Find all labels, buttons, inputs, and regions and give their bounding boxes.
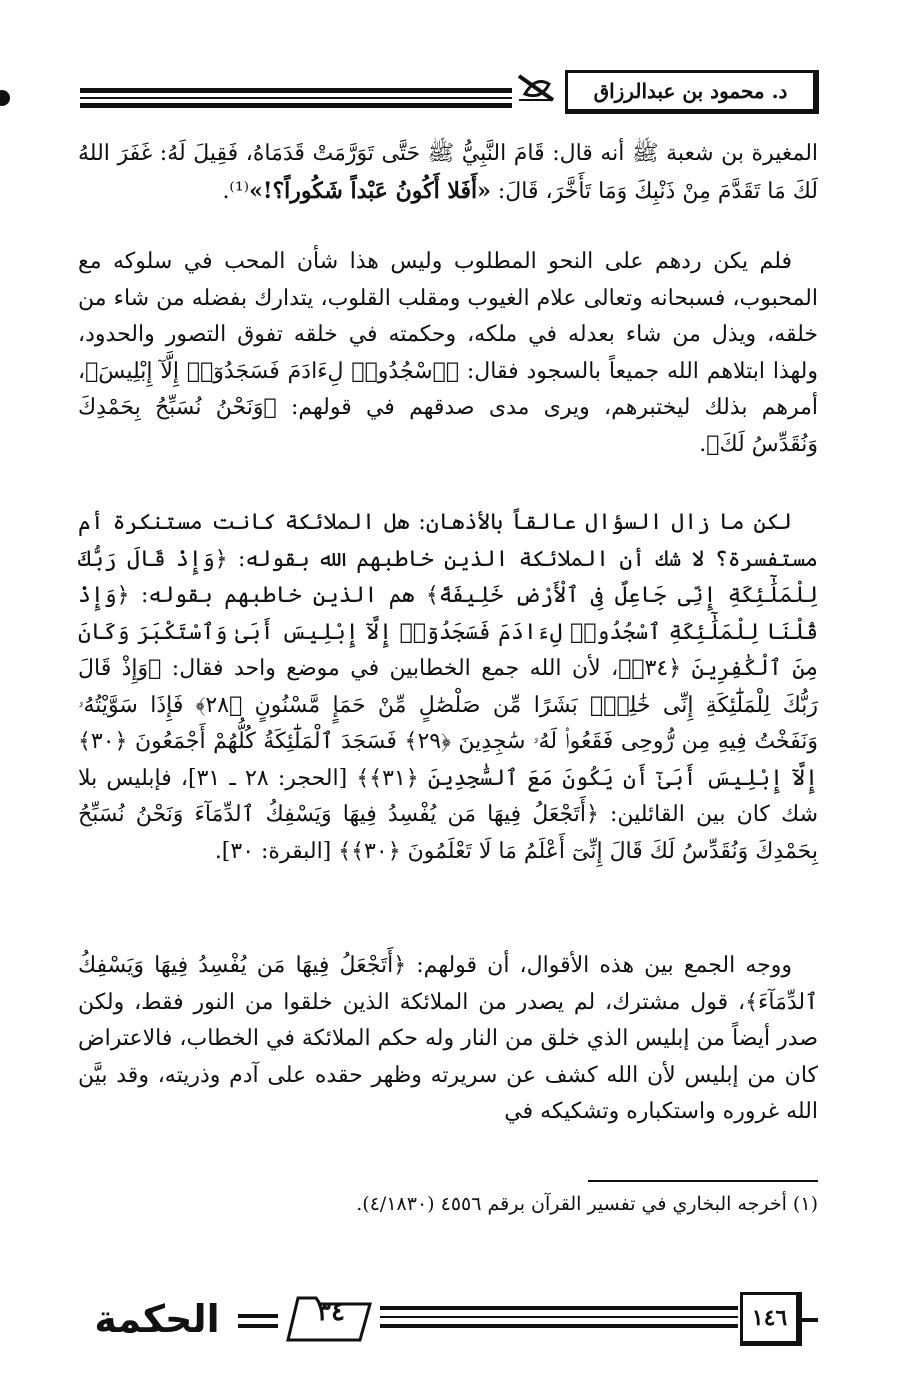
issue-number: ٣٤ [317, 1297, 345, 1327]
text-run: ووجه الجمع بين هذه الأقوال، أن قولهم: [406, 953, 792, 978]
text-run: [الحجر: ٢٨ ـ ٣١]، فإبليس بلا شك كان بين القائلين: [78, 765, 818, 827]
text-run: [البقرة: ٣٠]. [214, 838, 339, 864]
footer-rule-2 [380, 1316, 738, 1318]
quran-verse: ﴿وَنَحْنُ نُسَبِّحُ بِحَمْدِكَ وَنُقَدِّسُ لَكَ﴾ [78, 395, 818, 457]
footnote-divider [588, 1180, 818, 1182]
text-run: ، أمرهم بذلك ليختبرهم، ويرى مدى صدقهم في قولهم: [78, 358, 818, 420]
header-rule-top [80, 88, 512, 93]
footer-rule-3 [380, 1324, 738, 1328]
header-author: د. محمود بن عبدالرزاق [565, 70, 819, 114]
text-run: قَامَ النَّبِيُّ ﷺ حَتَّى تَوَرَّمَتْ قَدَمَاهُ، فَقِيلَ لَهُ: غَفَرَ اللهُ لَكَ مَا تَقَدَّمَ مِنْ ذَنْبِكَ وَمَا تَأَخَّرَ، قَالَ: [78, 141, 818, 204]
paragraph-2 [78, 244, 818, 463]
header-rule-bottom [80, 103, 512, 108]
footnote: (١) أخرجه البخاري في تفسير القرآن برقم ٤٥٥٦ (٤/١٨٣٠). [356, 1193, 818, 1215]
footer-rule-left-1 [238, 1314, 278, 1318]
footer-rule-right [800, 1318, 818, 1322]
magazine-logo: الحكمة [94, 1297, 220, 1341]
text-run: فلم يكن ردهم على النحو المطلوب وليس هذا شأن المحب في سلوكه مع المحبوب، فسبحانه وتعالى علام الغيوب ومقلب القلوب، يتدارك بفضله من شاء من خلقه، ويذل من شاء بعدله في ملكه، وحكمته في خلقه تفوق التصور والحدود، ولهذا ابتلاهم الله جميعاً بالسجود فقال: [78, 249, 819, 384]
text-run: ، قول مشترك، لم يصدر من الملائكة الذين خلقوا من النور فقط، ولكن صدر أيضاً من إبليس الذي خلق من النار وله حكم الملائكة في الخطاب، فالاعتراض كان من إبليس لأن الله كشف عن سريرته وظهر حقده على آدم وذريته، وقد بيَّن الله غروره واستكباره وتشكيكه في [78, 989, 818, 1124]
text-run: ، لأن الله جمع الخطابين في موضع واحد فقال: [161, 656, 619, 681]
paragraph-1 [78, 136, 818, 210]
paragraph-4 [78, 948, 818, 1131]
quran-verse: ﴿وَإِذْ قَالَ رَبُّكَ لِلْمَلَٰٓئِكَةِ إِنِّى جَاعِلٌ فِى ٱلْأَرْضِ خَلِيفَةً﴾ [78, 546, 818, 608]
pen-emblem-icon [515, 70, 557, 106]
footer-rule-1 [380, 1306, 738, 1310]
paragraph-3 [78, 505, 818, 870]
text-run: ⁽¹⁾. [222, 178, 250, 204]
footer-rule-left-2 [238, 1324, 278, 1328]
quran-verse: ﴿وَإِذْ قَالَ رَبُّكَ لِلْمَلَٰٓئِكَةِ إِنِّى خَٰلِقٌۢ بَشَرًا مِّن صَلْصَٰلٍ مِّنْ حَمَإٍ مَّسْنُونٍ ﴿٢٨﴾ فَإِذَا سَوَّيْتُهُۥ وَنَفَخْتُ فِيهِ مِن رُّوحِى فَقَعُوا۟ لَهُۥ سَٰجِدِينَ ﴿٢٩﴾ فَسَجَدَ ٱلْمَلَٰٓئِكَةُ كُلُّهُمْ أَجْمَعُونَ ﴿٣٠﴾ إِلَّآ إِبْلِيسَ أَبَىٰٓ أَن يَكُونَ مَعَ ٱلسَّٰجِدِينَ ﴿٣١﴾﴾ [78, 656, 819, 791]
quran-verse: ﴿وَإِذْ قُلْنَا لِلْمَلَٰٓئِكَةِ ٱسْجُدُوا۟ لِءَادَمَ فَسَجَدُوٓا۟ إِلَّآ إِبْلِيسَ أَبَىٰ وَٱسْتَكْبَرَ وَكَانَ مِنَ ٱلْكَٰفِرِينَ ﴿٣٤﴾﴾ [78, 583, 818, 681]
text-run: . [699, 431, 707, 457]
header-dot [0, 90, 10, 106]
quran-verse: ﴿أَتَجْعَلُ فِيهَا مَن يُفْسِدُ فِيهَا وَيَسْفِكُ ٱلدِّمَآءَ﴾ [78, 953, 818, 1015]
hadith-quote: «أَفَلا أَكُونُ عَبْداً شَكُوراً؟!» [249, 177, 491, 204]
text-run: لكن ما زال السؤال عالقاً بالأذهان: هل الملائكة كانت مستنكرة أم مستفسرة؟ لا شك أن الملائكة الذين خاطبهم الله بقوله: [78, 510, 818, 572]
header-rule-middle [80, 97, 512, 99]
page-number: ١٤٦ [740, 1292, 802, 1346]
quran-verse: ﴿ٱسْجُدُوا۟ لِءَادَمَ فَسَجَدُوٓا۟ إِلَّآ إِبْلِيسَ﴾ [85, 358, 460, 384]
quran-verse: ﴿أَتَجْعَلُ فِيهَا مَن يُفْسِدُ فِيهَا وَيَسْفِكُ ٱلدِّمَآءَ وَنَحْنُ نُسَبِّحُ بِحَمْدِكَ وَنُقَدِّسُ لَكَ قَالَ إِنِّىٓ أَعْلَمُ مَا لَا تَعْلَمُونَ ﴿٣٠﴾﴾ [78, 802, 818, 864]
text-run: المغيرة بن شعبة ﷺ أنه قال: [544, 141, 819, 166]
text-run: هم الذين خاطبهم بقوله: [129, 583, 426, 608]
